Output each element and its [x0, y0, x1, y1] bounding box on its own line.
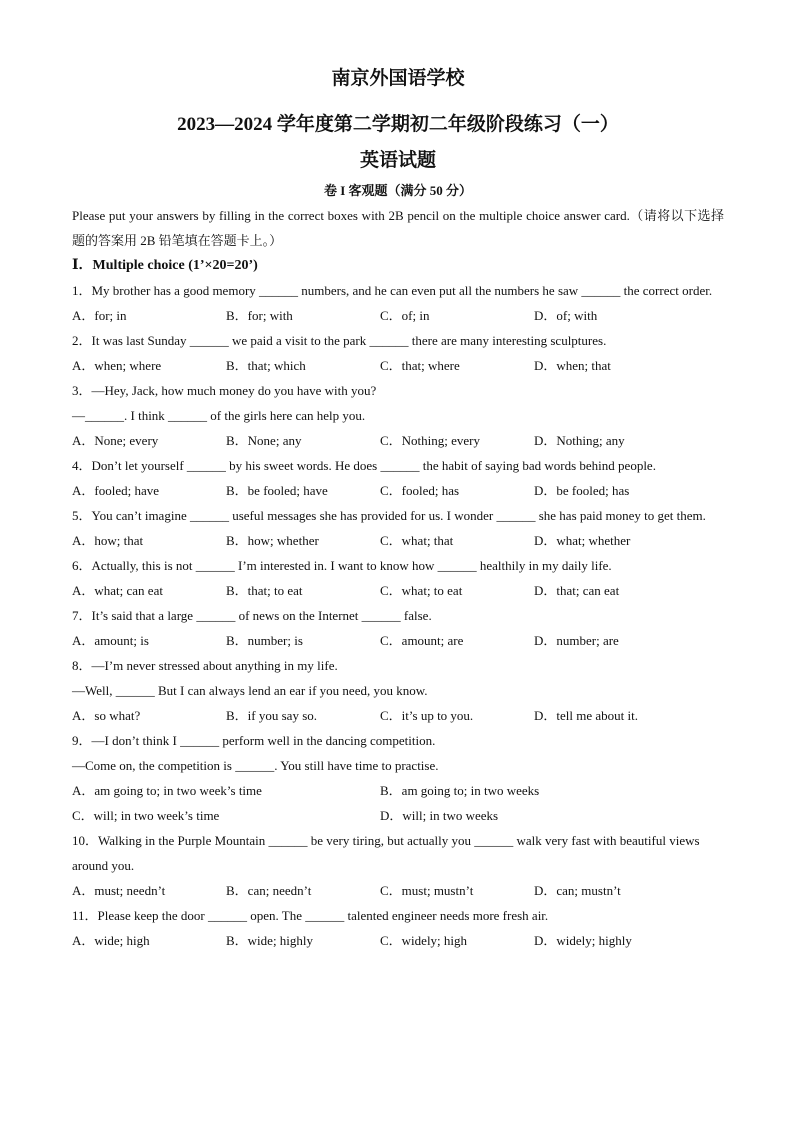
answer-option: D．be fooled; has — [534, 483, 630, 498]
options-row — [72, 778, 724, 803]
subject-title: 英语试题 — [359, 150, 436, 171]
answer-option: B．am going to; in two weeks — [380, 783, 540, 798]
exam-page — [72, 66, 724, 953]
options-row — [72, 478, 724, 503]
options-row — [72, 878, 724, 903]
question-item — [72, 728, 724, 828]
question-text: 8．—I’m never stressed about anything in my life. — [72, 658, 338, 673]
question-item — [72, 828, 724, 903]
answer-option: B．None; any — [226, 433, 302, 448]
question-text: —Well, ______ But I can always lend an ear if you need, you know. — [72, 683, 428, 698]
volume-heading: 卷 I 客观题（满分 50 分） — [323, 183, 473, 198]
question-text: 10．Walking in the Purple Mountain ______ be very tiring, but actually you ______ walk very fast with beautiful views around you. — [72, 833, 700, 873]
question-text: 2．It was last Sunday ______ we paid a visit to the park ______ there are many interesting sculptures. — [72, 333, 607, 348]
question-item — [72, 453, 724, 503]
answer-option: D．tell me about it. — [534, 708, 638, 723]
answer-option: C．fooled; has — [380, 483, 460, 498]
question-item — [72, 603, 724, 653]
answer-option: C．what; that — [380, 533, 454, 548]
answer-option: B．how; whether — [226, 533, 319, 548]
question-item — [72, 378, 724, 453]
question-text: 1．My brother has a good memory ______ numbers, and he can even put all the numbers he saw ______ the correct order. — [72, 283, 713, 298]
answer-option: B．number; is — [226, 633, 303, 648]
question-text: 7．It’s said that a large ______ of news on the Internet ______ false. — [72, 608, 432, 623]
answer-option: D．when; that — [534, 358, 611, 373]
question-text: 4．Don’t let yourself ______ by his sweet words. He does ______ the habit of saying bad words behind people. — [72, 458, 656, 473]
options-row — [72, 353, 724, 378]
question-text: 5．You can’t imagine ______ useful messages she has provided for us. I wonder ______ she has paid money to get them. — [72, 508, 706, 523]
exam-title: 2023—2024 学年度第二学期初二年级阶段练习（一） — [177, 114, 619, 135]
question-text: —______. I think ______ of the girls here can help you. — [72, 408, 366, 423]
answer-option: B．be fooled; have — [226, 483, 328, 498]
question-text: 9．—I don’t think I ______ perform well in the dancing competition. — [72, 733, 436, 748]
options-row — [72, 528, 724, 553]
options-row — [72, 803, 724, 828]
answer-option: C．amount; are — [380, 633, 464, 648]
answer-option: C．of; in — [380, 308, 430, 323]
answer-option: B．if you say so. — [226, 708, 318, 723]
answer-option: A．for; in — [72, 308, 127, 323]
question-item — [72, 653, 724, 728]
answer-option: A．am going to; in two week’s time — [72, 783, 262, 798]
answer-option: B．for; with — [226, 308, 293, 323]
answer-option: D．of; with — [534, 308, 598, 323]
answer-option: A．amount; is — [72, 633, 149, 648]
section-title: Ⅰ．Multiple choice (1’×20=20’) — [72, 258, 258, 273]
question-item — [72, 903, 724, 953]
answer-option: A．must; needn’t — [72, 883, 166, 898]
question-list — [72, 278, 724, 953]
answer-option: C．that; where — [380, 358, 460, 373]
answer-option: D．Nothing; any — [534, 433, 625, 448]
answer-option: A．what; can eat — [72, 583, 163, 598]
question-item — [72, 328, 724, 378]
options-row — [72, 703, 724, 728]
answer-option: D．will; in two weeks — [380, 808, 499, 823]
options-row — [72, 928, 724, 953]
answer-option: B．that; which — [226, 358, 306, 373]
answer-option: A．fooled; have — [72, 483, 160, 498]
options-row — [72, 578, 724, 603]
answer-option: A．when; where — [72, 358, 162, 373]
answer-option: B．can; needn’t — [226, 883, 312, 898]
question-item — [72, 278, 724, 328]
question-text: —Come on, the competition is ______. You still have time to practise. — [72, 758, 439, 773]
answer-option: C．will; in two week’s time — [72, 808, 220, 823]
answer-option: C．it’s up to you. — [380, 708, 474, 723]
answer-option: D．number; are — [534, 633, 619, 648]
question-text: 3．—Hey, Jack, how much money do you have with you? — [72, 383, 377, 398]
school-name: 南京外国语学校 — [331, 68, 465, 89]
answer-option: D．what; whether — [534, 533, 631, 548]
answer-option: D．can; mustn’t — [534, 883, 621, 898]
answer-option: B．wide; highly — [226, 933, 314, 948]
answer-option: C．widely; high — [380, 933, 468, 948]
options-row — [72, 303, 724, 328]
question-item — [72, 553, 724, 603]
question-item — [72, 503, 724, 553]
options-row — [72, 428, 724, 453]
answer-option: D．that; can eat — [534, 583, 620, 598]
answer-option: B．that; to eat — [226, 583, 303, 598]
question-text: 11．Please keep the door ______ open. The ______ talented engineer needs more fresh air. — [72, 908, 549, 923]
answer-option: A．None; every — [72, 433, 159, 448]
answer-option: C．what; to eat — [380, 583, 463, 598]
answer-option: D．widely; highly — [534, 933, 632, 948]
answer-option: A．how; that — [72, 533, 144, 548]
answer-option: C．must; mustn’t — [380, 883, 474, 898]
answer-option: A．so what? — [72, 708, 141, 723]
question-text: 6．Actually, this is not ______ I’m interested in. I want to know how ______ healthily in my daily life. — [72, 558, 612, 573]
options-row — [72, 628, 724, 653]
answer-option: C．Nothing; every — [380, 433, 481, 448]
instructions-text: Please put your answers by filling in the correct boxes with 2B pencil on the multiple choice answer card.（请将以下选择题的答案用 2B 铅笔填在答题卡上。） — [72, 208, 724, 248]
answer-option: A．wide; high — [72, 933, 150, 948]
